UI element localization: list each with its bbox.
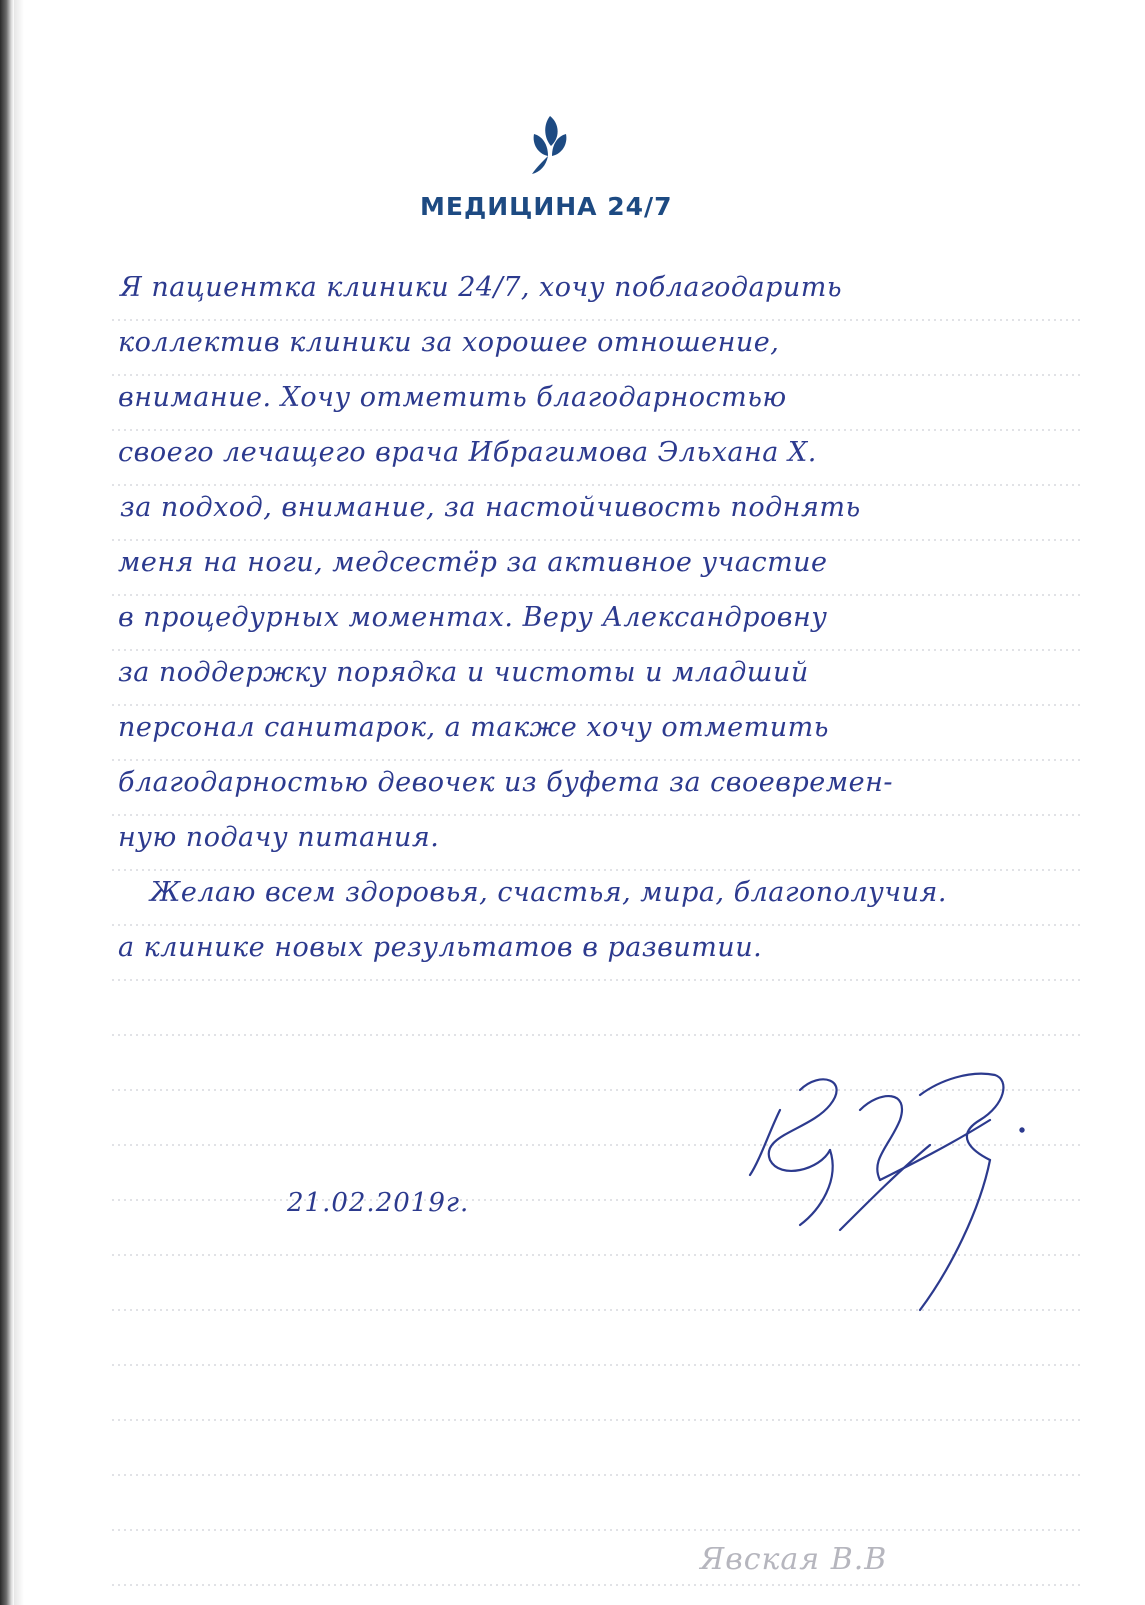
letter-line: за поддержку порядка и чистоты и младший	[118, 657, 809, 688]
letter-line: меня на ноги, медсестёр за активное участие	[118, 547, 828, 578]
brand-name: МЕДИЦИНА 24/7	[420, 192, 673, 221]
letter-line: а клинике новых результатов в развитии.	[118, 932, 763, 963]
letter-line: коллектив клиники за хорошее отношение,	[118, 327, 780, 358]
handwritten-signature	[740, 1050, 1060, 1330]
leaf-sprout-icon	[520, 112, 580, 180]
letter-line: внимание. Хочу отметить благодарностью	[118, 382, 787, 413]
letter-line: своего лечащего врача Ибрагимова Эльхана Х.	[118, 437, 817, 468]
letter-line: за подход, внимание, за настойчивость поднять	[120, 492, 861, 523]
letter-line: персонал санитарок, а также хочу отметить	[118, 712, 829, 743]
letter-line: в процедурных моментах. Веру Александровну	[118, 602, 828, 633]
letter-line: благодарностью девочек из буфета за своевремен-	[118, 767, 893, 798]
letter-line: ную подачу питания.	[118, 822, 440, 853]
letter-line: Желаю всем здоровья, счастья, мира, благополучия.	[150, 877, 947, 908]
letter-date: 21.02.2019г.	[287, 1188, 470, 1218]
stamp-name: Явская В.В	[700, 1542, 888, 1577]
letter-line: Я пациентка клиники 24/7, хочу поблагодарить	[120, 272, 843, 303]
